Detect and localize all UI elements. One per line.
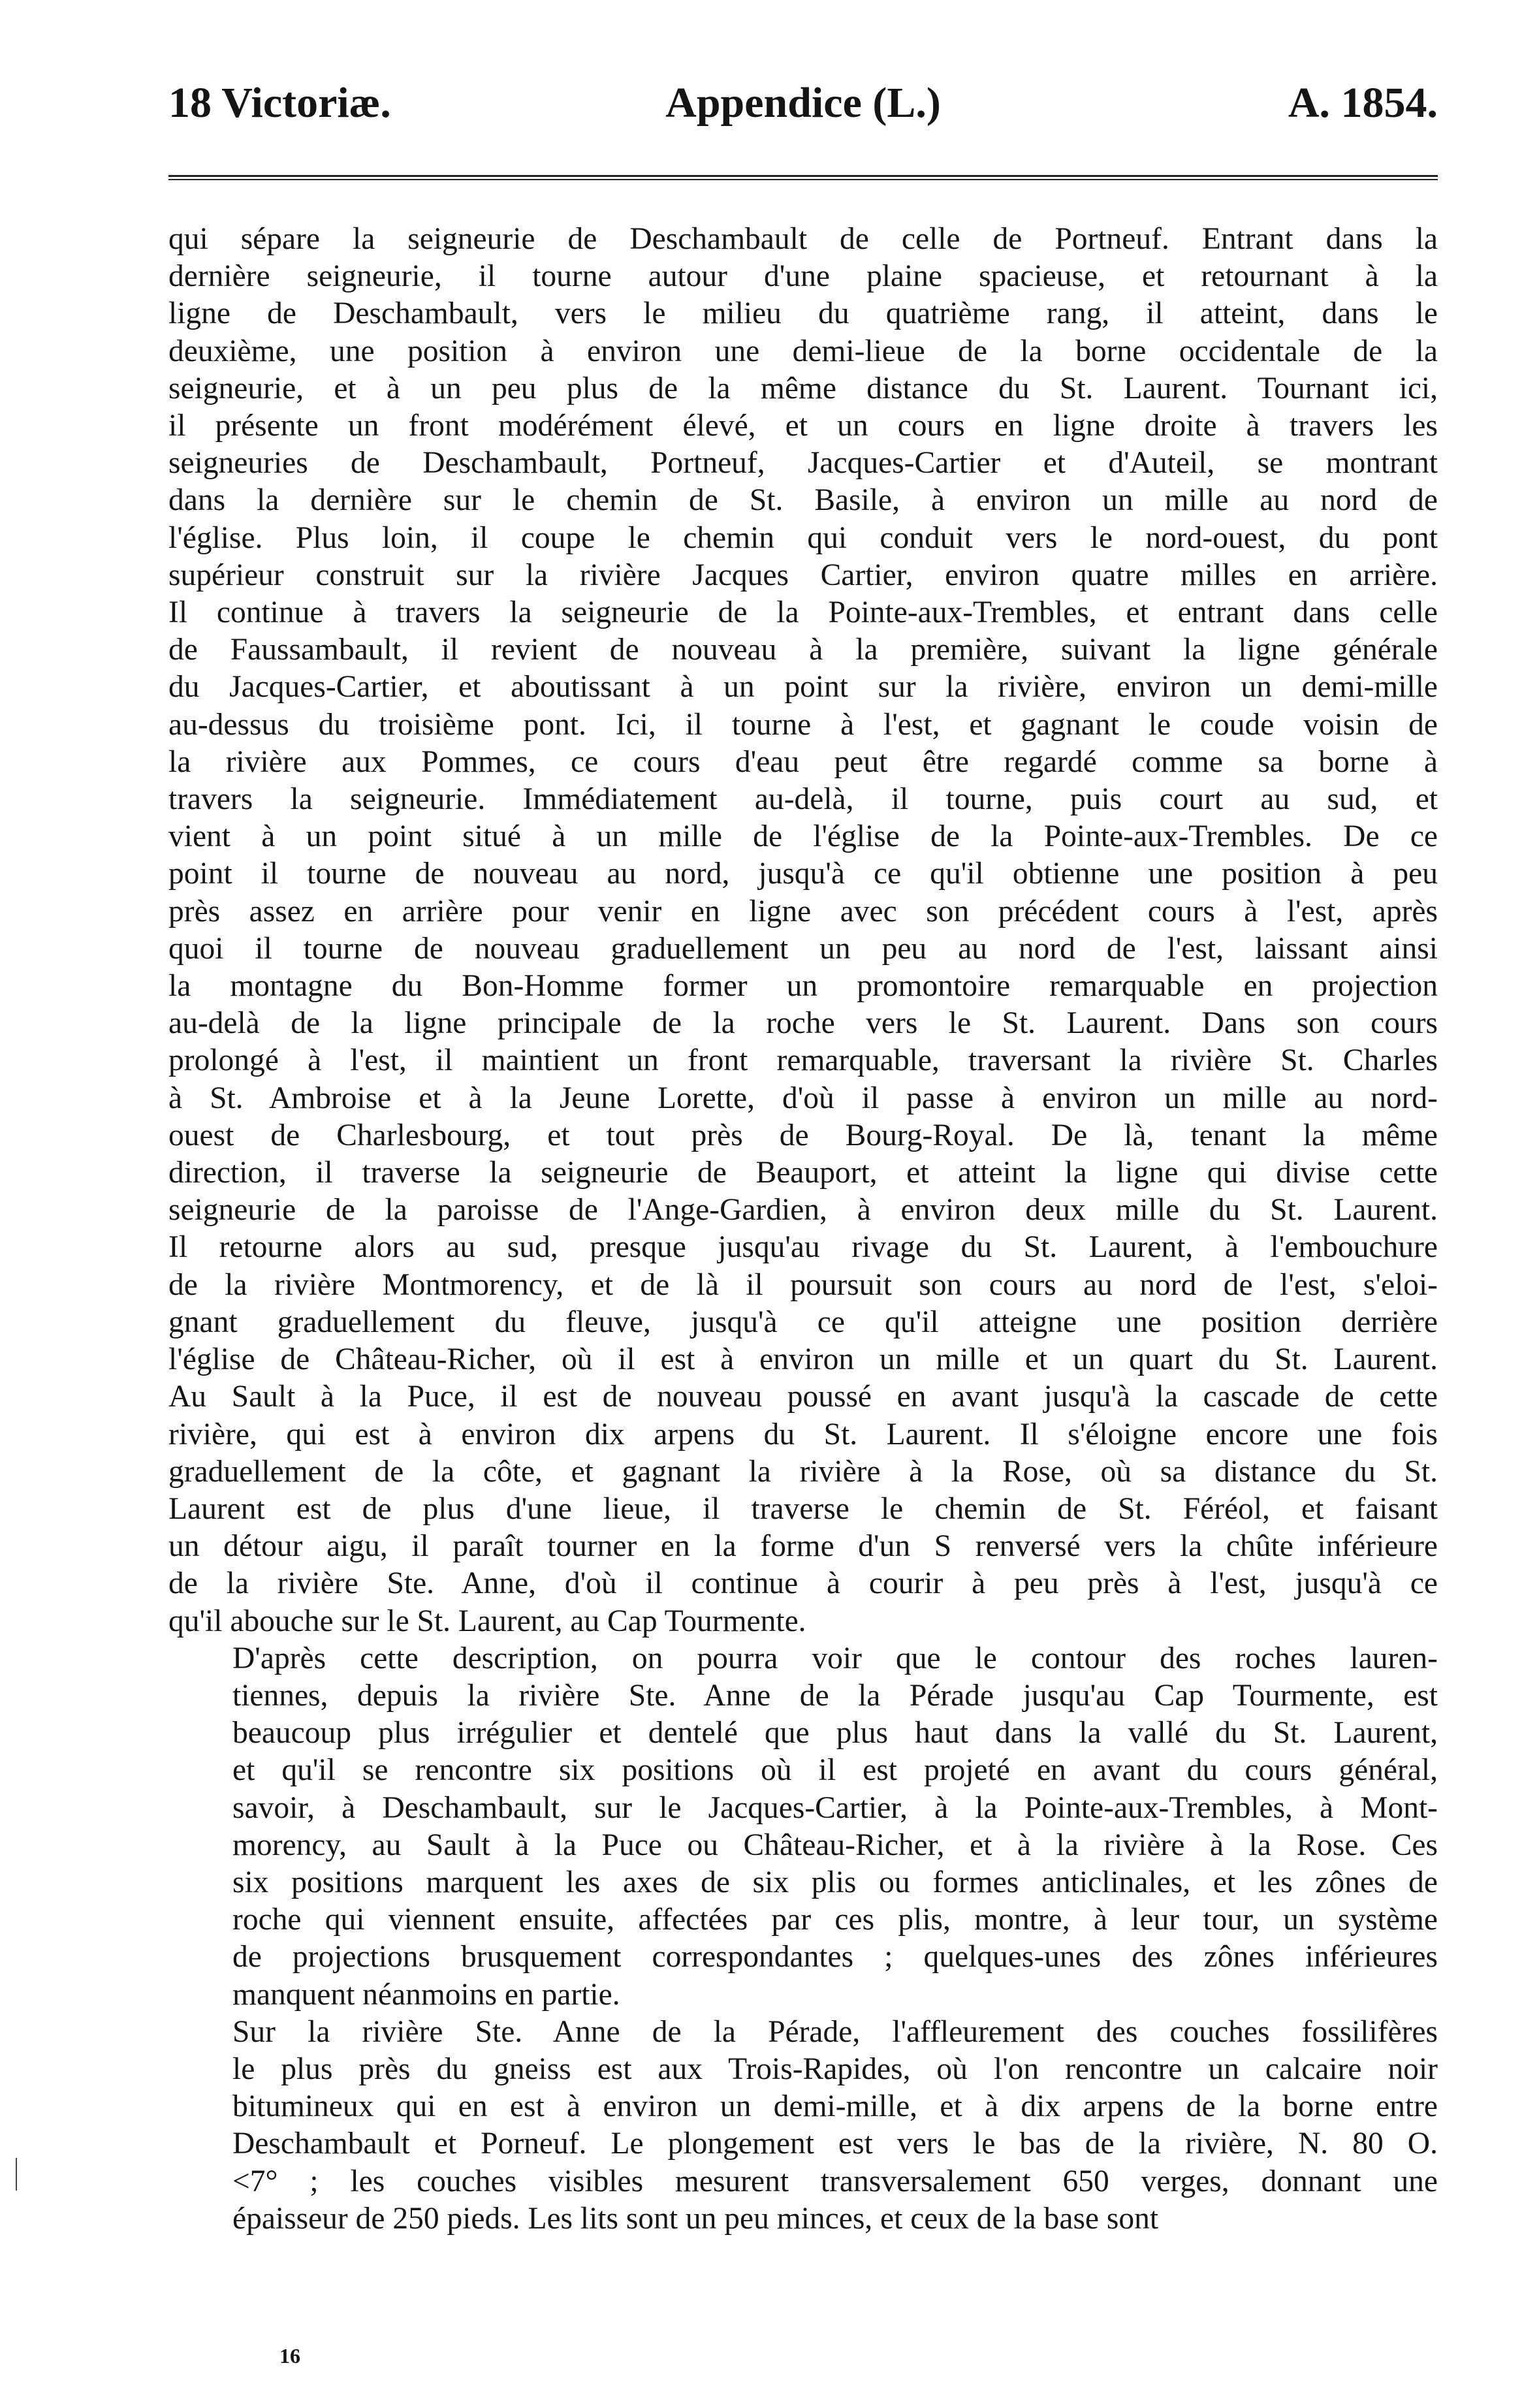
text-line: <7° ; les couches visibles mesurent transversalement 650 verges, donnant une — [232, 2164, 1438, 2198]
text-line: six positions marquent les axes de six plis ou formes anticlinales, et les zônes de — [232, 1865, 1438, 1899]
paragraph — [168, 1640, 1438, 2014]
text-line: D'après cette description, on pourra voir que le contour des roches lauren- — [232, 1641, 1438, 1675]
text-line: direction, il traverse la seigneurie de Beauport, et atteint la ligne qui divise cette — [168, 1156, 1438, 1190]
text-line: beaucoup plus irrégulier et dentelé que plus haut dans la vallé du St. Laurent, — [232, 1716, 1438, 1751]
text-line: le plus près du gneiss est aux Trois-Rapides, où l'on rencontre un calcaire noir — [232, 2052, 1438, 2086]
text-line: Il retourne alors au sud, presque jusqu'au rivage du St. Laurent, à l'embouchure — [168, 1230, 1438, 1265]
text-line: Au Sault à la Puce, il est de nouveau poussé en avant jusqu'à la cascade de cette — [168, 1380, 1438, 1414]
text-line: roche qui viennent ensuite, affectées par ces plis, montre, à leur tour, un système — [232, 1903, 1438, 1937]
text-line: au-dessus du troisième pont. Ici, il tourne à l'est, et gagnant le coude voisin de — [168, 707, 1438, 742]
text-line: Deschambault et Porneuf. Le plongement est vers le bas de la rivière, N. 80 O. — [232, 2127, 1438, 2161]
text-line: à St. Ambroise et à la Jeune Lorette, d'où il passe à environ un mille au nord- — [168, 1081, 1438, 1115]
text-line: seigneuries de Deschambault, Portneuf, Jacques-Cartier et d'Auteil, se montrant — [168, 446, 1438, 481]
text-line: du Jacques-Cartier, et aboutissant à un point sur la rivière, environ un demi-mille — [168, 670, 1438, 705]
paragraph — [168, 2014, 1438, 2238]
text-line: vient à un point situé à un mille de l'église de la Pointe-aux-Trembles. De ce — [168, 819, 1438, 854]
text-line: Laurent est de plus d'une lieue, il traverse le chemin de St. Féréol, et faisant — [168, 1491, 1438, 1526]
text-line: qu'il abouche sur le St. Laurent, au Cap Tourmente. — [168, 1604, 806, 1638]
text-line: la montagne du Bon-Homme former un promontoire remarquable en projection — [168, 969, 1438, 1004]
text-line: qui sépare la seigneurie de Deschambault de celle de Portneuf. Entrant dans la — [168, 222, 1438, 256]
text-line: Il continue à travers la seigneurie de la Pointe-aux-Trembles, et entrant dans celle — [168, 595, 1438, 630]
text-line: Sur la rivière Ste. Anne de la Pérade, l'affleurement des couches fossilifères — [232, 2014, 1438, 2049]
text-line: de Faussambault, il revient de nouveau à la première, suivant la ligne générale — [168, 633, 1438, 667]
text-line: un détour aigu, il paraît tourner en la forme d'un S renversé vers la chûte inférieure — [168, 1529, 1438, 1564]
text-line: tiennes, depuis la rivière Ste. Anne de la Pérade jusqu'au Cap Tourmente, est — [232, 1678, 1438, 1713]
text-line: seigneurie de la paroisse de l'Ange-Gardien, à environ deux mille du St. Laurent. — [168, 1193, 1438, 1228]
text-line: l'église. Plus loin, il coupe le chemin qui conduit vers le nord-ouest, du pont — [168, 520, 1438, 555]
text-line: quoi il tourne de nouveau graduellement un peu au nord de l'est, laissant ainsi — [168, 931, 1438, 966]
text-line: la rivière aux Pommes, ce cours d'eau peut être regardé comme sa borne à — [168, 744, 1438, 779]
text-line: et qu'il se rencontre six positions où il est projeté en avant du cours général, — [232, 1753, 1438, 1788]
header-rule — [168, 175, 1438, 180]
text-line: dernière seigneurie, il tourne autour d'une plaine spacieuse, et retournant à la — [168, 259, 1438, 294]
text-line: dans la dernière sur le chemin de St. Basile, à environ un mille au nord de — [168, 483, 1438, 518]
text-line: au-delà de la ligne principale de la roche vers le St. Laurent. Dans son cours — [168, 1006, 1438, 1041]
text-line: morency, au Sault à la Puce ou Château-Richer, et à la rivière à la Rose. Ces — [232, 1828, 1438, 1862]
text-line: ligne de Deschambault, vers le milieu du quatrième rang, il atteint, dans le — [168, 296, 1438, 331]
text-line: travers la seigneurie. Immédiatement au-delà, il tourne, puis court au sud, et — [168, 782, 1438, 817]
paragraph — [168, 221, 1438, 1640]
text-line: bitumineux qui en est à environ un demi-mille, et à dix arpens de la borne entre — [232, 2089, 1438, 2124]
text-line: seigneurie, et à un peu plus de la même distance du St. Laurent. Tournant ici, — [168, 371, 1438, 405]
text-line: graduellement de la côte, et gagnant la rivière à la Rose, où sa distance du St. — [168, 1454, 1438, 1489]
body-text — [168, 221, 1438, 2238]
header-title: Appendice (L.) — [665, 79, 941, 127]
text-line: savoir, à Deschambault, sur le Jacques-Cartier, à la Pointe-aux-Trembles, à Mont- — [232, 1790, 1438, 1825]
header-year: A. 1854. — [1288, 79, 1438, 127]
text-line: il présente un front modérément élevé, et un cours en ligne droite à travers les — [168, 409, 1438, 443]
text-line: manquent néanmoins en partie. — [232, 1977, 620, 2012]
text-line: près assez en arrière pour venir en ligne avec son précédent cours à l'est, après — [168, 894, 1438, 928]
text-line: gnant graduellement du fleuve, jusqu'à ce qu'il atteigne une position derrière — [168, 1305, 1438, 1339]
text-line: de la rivière Montmorency, et de là il poursuit son cours au nord de l'est, s'eloi- — [168, 1267, 1438, 1302]
header-session: 18 Victoriæ. — [168, 79, 391, 127]
text-line: supérieur construit sur la rivière Jacques Cartier, environ quatre milles en arrière. — [168, 558, 1438, 592]
text-line: deuxième, une position à environ une demi-lieue de la borne occidentale de la — [168, 334, 1438, 368]
text-line: prolongé à l'est, il maintient un front remarquable, traversant la rivière St. Charles — [168, 1043, 1438, 1078]
text-line: épaisseur de 250 pieds. Les lits sont un peu minces, et ceux de la base sont — [232, 2201, 1159, 2236]
folio-number: 16 — [279, 2344, 300, 2368]
text-line: l'église de Château-Richer, où il est à environ un mille et un quart du St. Laurent. — [168, 1342, 1438, 1377]
text-line: de projections brusquement correspondantes ; quelques-unes des zônes inférieures — [232, 1940, 1438, 1974]
text-line: de la rivière Ste. Anne, d'où il continue à courir à peu près à l'est, jusqu'à ce — [168, 1566, 1438, 1601]
margin-mark — [16, 2158, 17, 2191]
page-header — [168, 77, 1438, 129]
text-line: rivière, qui est à environ dix arpens du St. Laurent. Il s'éloigne encore une fois — [168, 1417, 1438, 1451]
text-line: ouest de Charlesbourg, et tout près de Bourg-Royal. De là, tenant la même — [168, 1118, 1438, 1152]
text-line: point il tourne de nouveau au nord, jusqu'à ce qu'il obtienne une position à peu — [168, 857, 1438, 891]
